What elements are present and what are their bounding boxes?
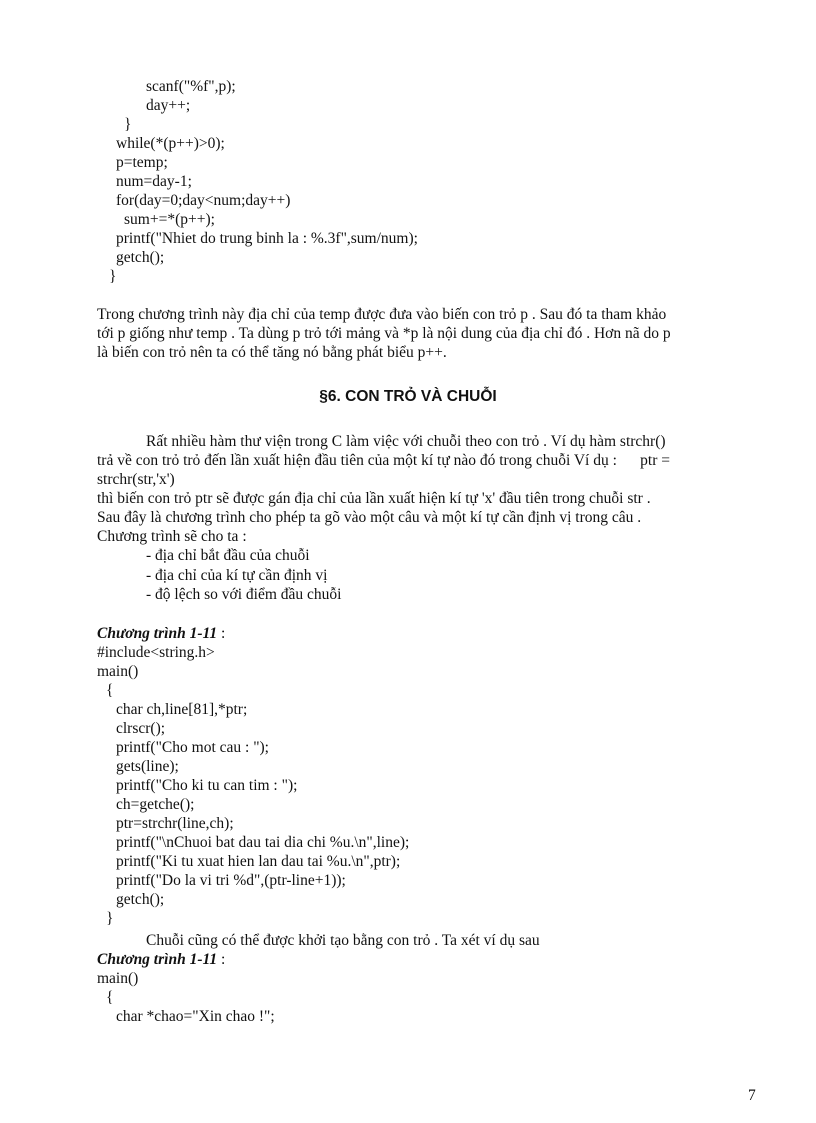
code-line: } (124, 116, 132, 133)
paragraph-line: Chuỗi cũng có thể được khởi tạo bằng con trỏ . Ta xét ví dụ sau (146, 932, 540, 949)
code-line: main() (97, 970, 139, 987)
code-line: for(day=0;day<num;day++) (116, 192, 291, 209)
code-line: } (109, 268, 117, 285)
program-label: Chương trình 1-11 (97, 951, 218, 968)
code-line: scanf("%f",p); (146, 78, 236, 95)
program-label-line (97, 950, 225, 969)
list-item: - địa chỉ của kí tự cần định vị (146, 567, 328, 584)
paragraph-line: tới p giống như temp . Ta dùng p trỏ tới mảng và *p là nội dung của địa chỉ đó . Hơn nã do p (97, 325, 671, 342)
page-number: 7 (748, 1087, 756, 1104)
paragraph-line: là biến con trỏ nên ta có thể tăng nó bằng phát biểu p++. (97, 344, 447, 361)
program-label-line (97, 624, 225, 643)
code-line: #include<string.h> (97, 644, 215, 661)
code-line: { (106, 682, 114, 699)
program-label: Chương trình 1-11 (97, 625, 218, 642)
code-line: printf("Do la vi tri %d",(ptr-line+1)); (116, 872, 346, 889)
code-line: day++; (146, 97, 191, 114)
code-line: char *chao="Xin chao !"; (116, 1008, 275, 1025)
code-line: printf("Ki tu xuat hien lan dau tai %u.\n",ptr); (116, 853, 401, 870)
code-line: printf("\nChuoi bat dau tai dia chi %u.\n",line); (116, 834, 410, 851)
code-line: printf("Cho mot cau : "); (116, 739, 269, 756)
code-line: p=temp; (116, 154, 168, 171)
list-item: - độ lệch so với điểm đầu chuỗi (146, 586, 342, 603)
code-line: char ch,line[81],*ptr; (116, 701, 248, 718)
code-line: gets(line); (116, 758, 179, 775)
paragraph-line: trả về con trỏ trỏ đến lần xuất hiện đầu tiên của một kí tự nào đó trong chuỗi Ví dụ : ptr = (97, 452, 671, 469)
code-line: main() (97, 663, 139, 680)
code-line: sum+=*(p++); (124, 211, 215, 228)
code-line: while(*(p++)>0); (116, 135, 225, 152)
section-heading: §6. CON TRỎ VÀ CHUỖI (319, 388, 497, 405)
paragraph-line: Chương trình sẽ cho ta : (97, 528, 247, 545)
code-line: num=day-1; (116, 173, 192, 190)
code-line: { (106, 989, 114, 1006)
code-line: ch=getche(); (116, 796, 195, 813)
code-line: } (106, 910, 114, 927)
program-label-colon: : (217, 951, 226, 968)
code-line: getch(); (116, 249, 165, 266)
paragraph-line: Rất nhiều hàm thư viện trong C làm việc với chuỗi theo con trỏ . Ví dụ hàm strchr() (146, 433, 666, 450)
paragraph-line: strchr(str,'x') (97, 471, 175, 488)
program-label-colon: : (217, 625, 226, 642)
list-item: - địa chỉ bắt đầu của chuỗi (146, 547, 310, 564)
paragraph-line: Sau đây là chương trình cho phép ta gõ vào một câu và một kí tự cần định vị trong câu . (97, 509, 642, 526)
code-line: printf("Nhiet do trung binh la : %.3f",sum/num); (116, 230, 418, 247)
code-line: printf("Cho ki tu can tim : "); (116, 777, 298, 794)
code-line: ptr=strchr(line,ch); (116, 815, 234, 832)
code-line: getch(); (116, 891, 165, 908)
code-line: clrscr(); (116, 720, 166, 737)
paragraph-line: thì biến con trỏ ptr sẽ được gán địa chỉ của lần xuất hiện kí tự 'x' đầu tiên trong chuỗi str . (97, 490, 651, 507)
paragraph-line: Trong chương trình này địa chỉ của temp được đưa vào biến con trỏ p . Sau đó ta tham khảo (97, 306, 667, 323)
